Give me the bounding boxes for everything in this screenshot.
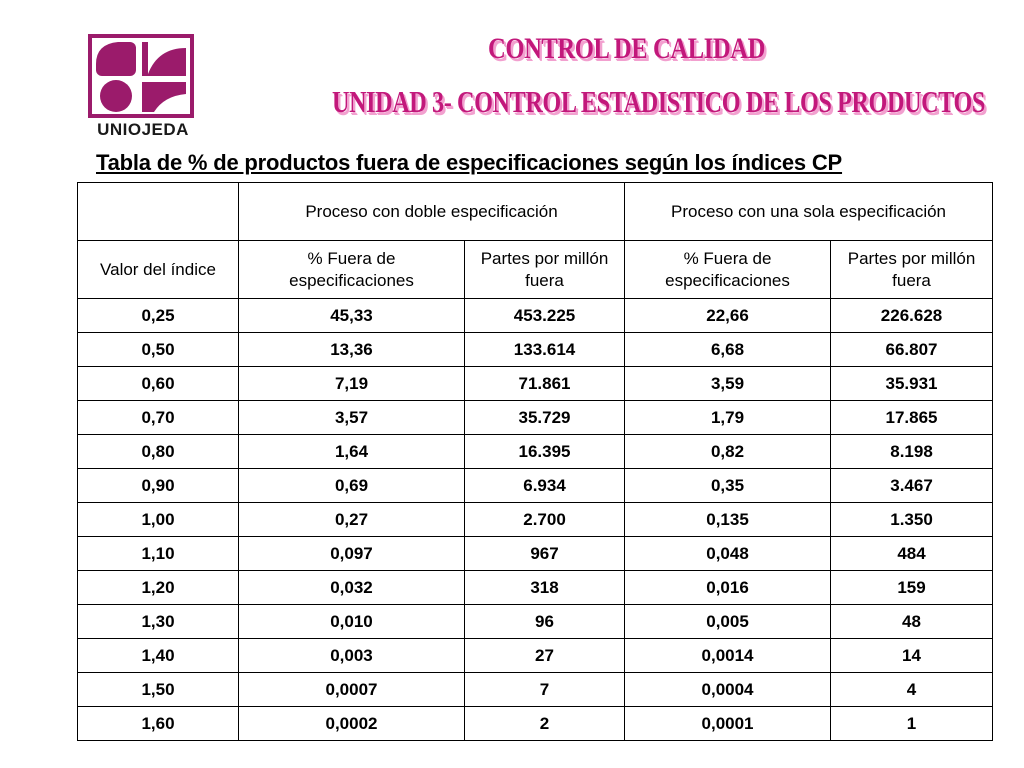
double-pct-cell: 0,010 [239, 605, 465, 639]
index-cell: 0,60 [78, 367, 239, 401]
double-pct-cell: 0,0007 [239, 673, 465, 707]
logo-mark-icon [88, 34, 198, 118]
double-pct-cell: 0,097 [239, 537, 465, 571]
single-ppm-cell: 1.350 [831, 503, 993, 537]
table-body [78, 299, 993, 741]
double-ppm-cell: 2.700 [465, 503, 625, 537]
double-spec-header: Proceso con doble especificación [239, 183, 625, 241]
double-ppm-cell: 2 [465, 707, 625, 741]
single-ppm-cell: 226.628 [831, 299, 993, 333]
single-ppm-cell: 3.467 [831, 469, 993, 503]
double-ppm-cell: 967 [465, 537, 625, 571]
double-pct-cell: 7,19 [239, 367, 465, 401]
table-row [78, 469, 993, 503]
table-row [78, 367, 993, 401]
double-pct-cell: 3,57 [239, 401, 465, 435]
single-ppm-header: Partes por millón fuera [831, 241, 993, 299]
table-row [78, 707, 993, 741]
table-row [78, 401, 993, 435]
index-cell: 1,60 [78, 707, 239, 741]
table-row [78, 299, 993, 333]
single-pct-cell: 0,016 [625, 571, 831, 605]
double-pct-header: % Fuera de especificaciones [239, 241, 465, 299]
double-pct-cell: 1,64 [239, 435, 465, 469]
table-heading: Tabla de % de productos fuera de especificaciones según los índices CP [96, 150, 843, 175]
index-cell: 0,80 [78, 435, 239, 469]
table-row [78, 673, 993, 707]
column-header-row [78, 241, 993, 299]
index-cell: 1,30 [78, 605, 239, 639]
single-ppm-cell: 1 [831, 707, 993, 741]
double-ppm-cell: 453.225 [465, 299, 625, 333]
table-row [78, 639, 993, 673]
single-pct-cell: 0,135 [625, 503, 831, 537]
index-cell: 1,20 [78, 571, 239, 605]
index-cell: 0,70 [78, 401, 239, 435]
single-pct-cell: 0,048 [625, 537, 831, 571]
double-ppm-cell: 133.614 [465, 333, 625, 367]
single-ppm-cell: 66.807 [831, 333, 993, 367]
logo-text: UNIOJEDA [97, 120, 189, 139]
empty-header-cell [78, 183, 239, 241]
single-ppm-cell: 35.931 [831, 367, 993, 401]
table-row [78, 605, 993, 639]
single-ppm-cell: 159 [831, 571, 993, 605]
table-row [78, 333, 993, 367]
double-ppm-cell: 71.861 [465, 367, 625, 401]
table-row [78, 503, 993, 537]
single-ppm-cell: 484 [831, 537, 993, 571]
single-ppm-cell: 8.198 [831, 435, 993, 469]
double-ppm-cell: 27 [465, 639, 625, 673]
cp-index-table [77, 182, 993, 741]
single-ppm-cell: 48 [831, 605, 993, 639]
single-pct-cell: 3,59 [625, 367, 831, 401]
course-title: CONTROL DE CALIDAD [488, 32, 765, 65]
double-pct-cell: 0,003 [239, 639, 465, 673]
double-ppm-cell: 6.934 [465, 469, 625, 503]
index-cell: 0,25 [78, 299, 239, 333]
group-header-row [78, 183, 993, 241]
uniojeda-logo [88, 34, 198, 144]
single-spec-header: Proceso con una sola especificación [625, 183, 993, 241]
single-ppm-cell: 4 [831, 673, 993, 707]
table-row [78, 537, 993, 571]
double-pct-cell: 45,33 [239, 299, 465, 333]
double-ppm-cell: 35.729 [465, 401, 625, 435]
single-pct-cell: 1,79 [625, 401, 831, 435]
index-header: Valor del índice [78, 241, 239, 299]
index-cell: 1,40 [78, 639, 239, 673]
single-pct-header: % Fuera de especificaciones [625, 241, 831, 299]
double-pct-cell: 0,0002 [239, 707, 465, 741]
table-row [78, 571, 993, 605]
single-pct-cell: 0,82 [625, 435, 831, 469]
index-cell: 1,50 [78, 673, 239, 707]
double-pct-cell: 13,36 [239, 333, 465, 367]
index-cell: 1,10 [78, 537, 239, 571]
table-row [78, 435, 993, 469]
double-ppm-cell: 318 [465, 571, 625, 605]
index-cell: 0,50 [78, 333, 239, 367]
single-pct-cell: 6,68 [625, 333, 831, 367]
single-pct-cell: 22,66 [625, 299, 831, 333]
single-pct-cell: 0,0014 [625, 639, 831, 673]
single-pct-cell: 0,0001 [625, 707, 831, 741]
unit-title: UNIDAD 3- CONTROL ESTADISTICO DE LOS PRODUCTOS [332, 84, 985, 119]
double-pct-cell: 0,69 [239, 469, 465, 503]
double-ppm-header: Partes por millón fuera [465, 241, 625, 299]
single-pct-cell: 0,0004 [625, 673, 831, 707]
double-ppm-cell: 96 [465, 605, 625, 639]
double-ppm-cell: 7 [465, 673, 625, 707]
double-ppm-cell: 16.395 [465, 435, 625, 469]
single-pct-cell: 0,35 [625, 469, 831, 503]
index-cell: 0,90 [78, 469, 239, 503]
single-ppm-cell: 17.865 [831, 401, 993, 435]
index-cell: 1,00 [78, 503, 239, 537]
double-pct-cell: 0,27 [239, 503, 465, 537]
double-pct-cell: 0,032 [239, 571, 465, 605]
single-pct-cell: 0,005 [625, 605, 831, 639]
single-ppm-cell: 14 [831, 639, 993, 673]
